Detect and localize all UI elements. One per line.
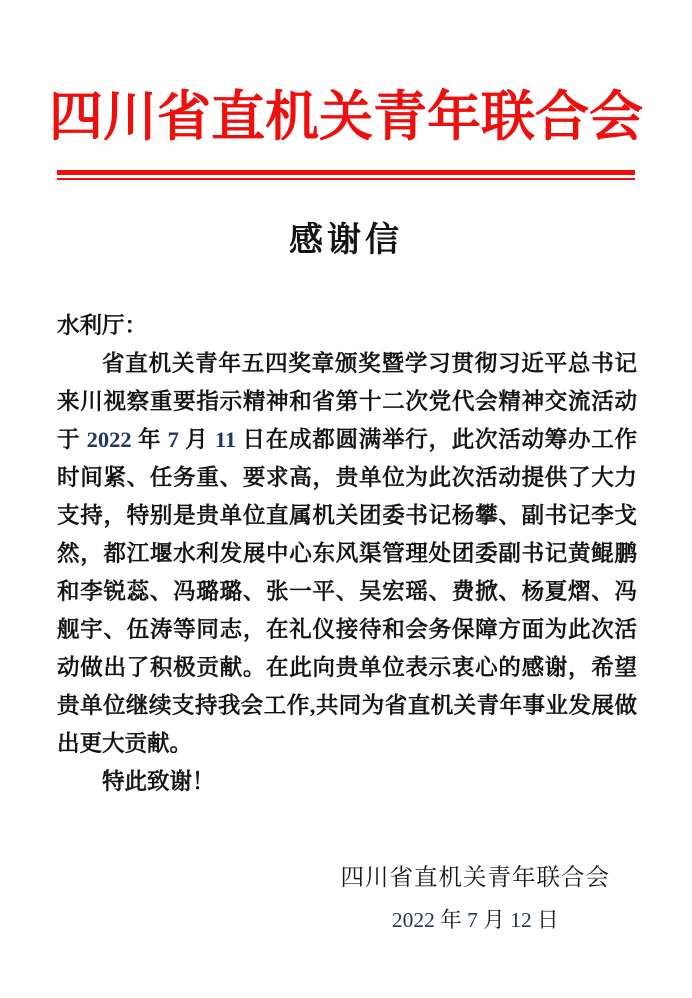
letterhead-divider [57,170,635,180]
divider-thin-line [57,178,635,180]
body-paragraph: 省直机关青年五四奖章颁奖暨学习贯彻习近平总书记来川视察重要指示精神和省第十二次党代会精神交流活动于 2022 年 7 月 11 日在成都圆满举行，此次活动筹办工作时间紧、任务重、要求高，贵单位为此次活动提供了大力支持，特别是贵单位直属机关团委书记杨攀、副书记李戈然，都江堰水利发展中心东风渠管理处团委副书记黄鲲鹏和李锐蕊、冯璐璐、张一平、吴宏瑶、费掀、杨夏熠、冯舰宇、伍涛等同志，在礼仪接待和会务保障方面为此次活动做出了积极贡献。在此向贵单位表示衷心的感谢，希望贵单位继续支持我会工作,共同为省直机关青年事业发展做出更大贡献。 [57,351,637,757]
salutation: 水利厅： [57,313,148,339]
signature-date: 2022 年 7 月 12 日 [391,908,559,933]
letter-body [57,307,637,941]
divider-thick-line [57,170,635,175]
signature-block [341,857,611,941]
signature-org-name: 四川省直机关青年联合会 [340,865,610,892]
letterhead-org-name: 四川省直机关青年联合会 [49,87,643,147]
closing-line: 特此致谢！ [102,769,215,795]
letter-title: 感谢信 [289,222,403,260]
